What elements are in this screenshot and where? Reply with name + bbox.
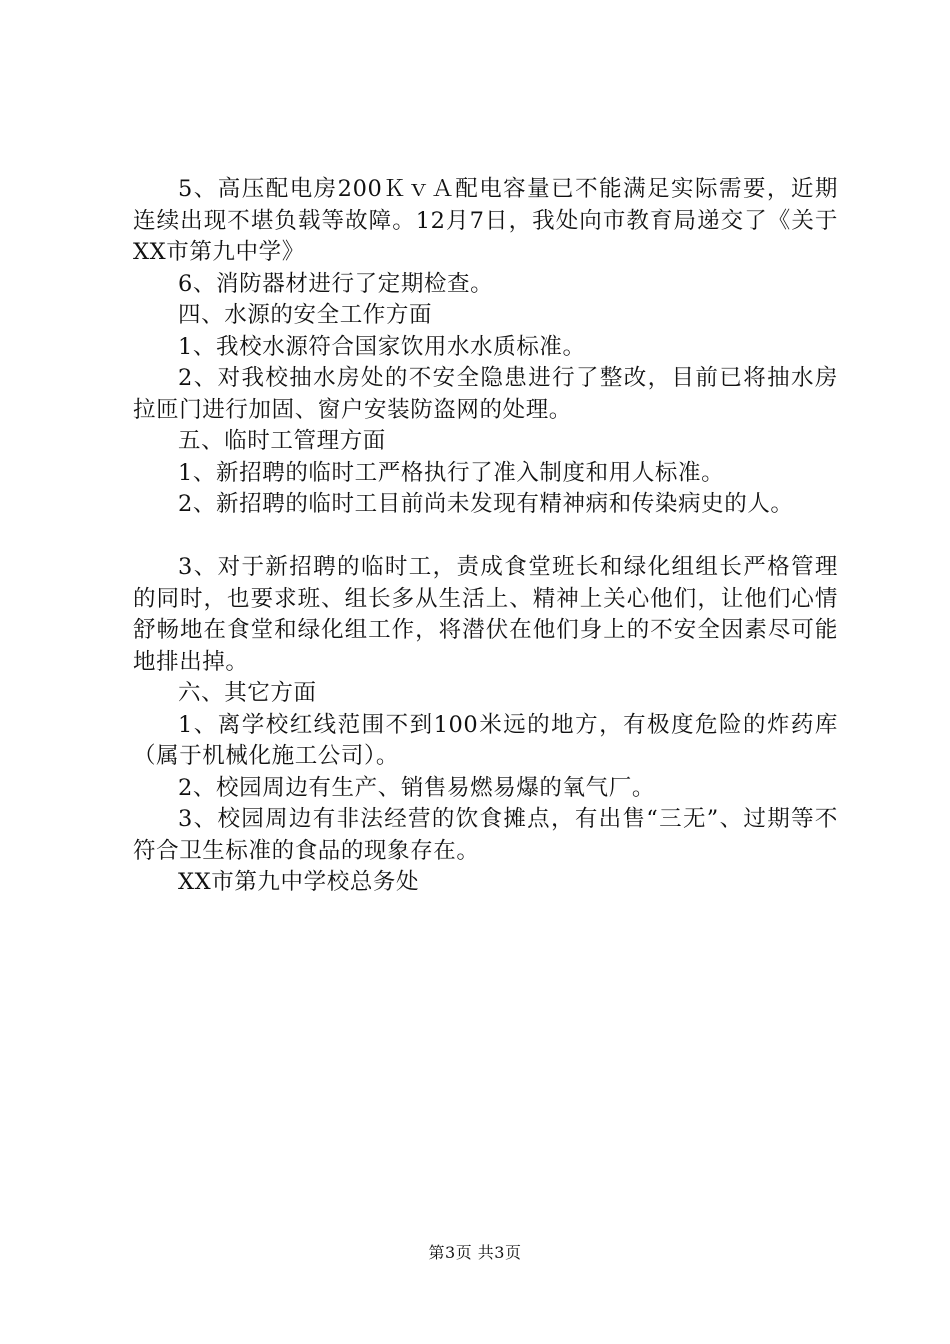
paragraph-temp-workers-management: 3、对于新招聘的临时工，责成食堂班长和绿化组组长严格管理的同时，也要求班、组长多从生活上、精神上关心他们，让他们心情舒畅地在食堂和绿化组工作，将潜伏在他们身上的不安全因素尽可能地排出掉。 (133, 554, 838, 675)
section-heading-other: 六、其它方面 (178, 680, 317, 706)
paragraph-pump-room: 2、对我校抽水房处的不安全隐患进行了整改，目前已将抽水房拉匝门进行加固、窗户安装防盗网的处理。 (133, 365, 838, 423)
paragraph-power-room: 5、高压配电房200ＫｖＡ配电容量已不能满足实际需要，近期连续出现不堪负载等故障。12月7日，我处向市教育局递交了《关于XX市第九中学》 (133, 176, 838, 265)
paragraph-temp-workers-admission: 1、新招聘的临时工严格执行了准入制度和用人标准。 (178, 459, 725, 486)
section-heading-water-source: 四、水源的安全工作方面 (178, 302, 433, 328)
paragraph-explosives-depot: 1、离学校红线范围不到100米远的地方，有极度危险的炸药库（属于机械化施工公司）。 (133, 711, 838, 769)
paragraph-temp-workers-health: 2、新招聘的临时工目前尚未发现有精神病和传染病史的人。 (178, 491, 794, 517)
paragraph-water-quality: 1、我校水源符合国家饮用水水质标准。 (178, 333, 586, 360)
document-body (133, 174, 838, 899)
page-number: 第3页 共3页 (428, 1243, 522, 1262)
paragraph-oxygen-plant: 2、校园周边有生产、销售易燃易爆的氧气厂。 (178, 774, 655, 801)
paragraph-food-stalls: 3、校园周边有非法经营的饮食摊点，有出售“三无”、过期等不符合卫生标准的食品的现象存在。 (133, 806, 838, 864)
page-footer (0, 1242, 950, 1264)
signature-line: XX市第九中学校总务处 (178, 869, 420, 895)
paragraph-fire-equipment: 6、消防器材进行了定期检查。 (178, 270, 494, 297)
section-heading-temp-workers: 五、临时工管理方面 (178, 428, 386, 454)
